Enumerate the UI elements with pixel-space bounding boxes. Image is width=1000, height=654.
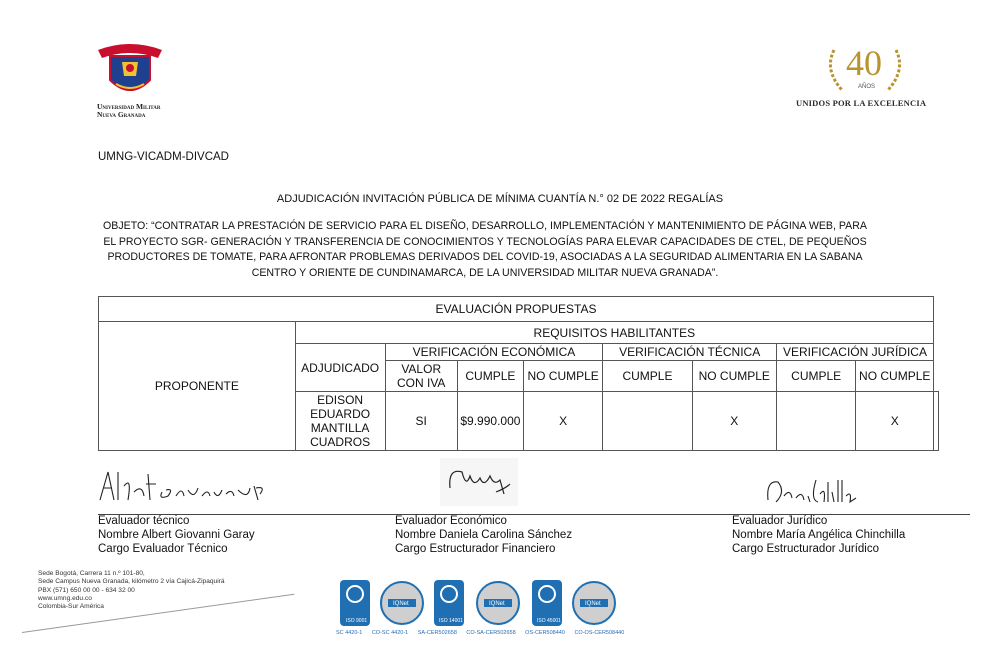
- anniversary-logo: [820, 42, 910, 102]
- ver-tecnica-header: VERIFICACIÓN TÉCNICA: [603, 344, 777, 361]
- cert-code: CO-OS-CER508440: [574, 630, 625, 636]
- eco-no-cumple-header: NO CUMPLE: [523, 361, 602, 392]
- eco-cumple-cell: X: [523, 392, 602, 451]
- anniversary-number: 40: [846, 43, 882, 83]
- signature-economico: [440, 458, 518, 506]
- jur-cumple-header: CUMPLE: [776, 361, 855, 392]
- cert-codes: [336, 630, 632, 636]
- document-objeto: OBJETO: “CONTRATAR LA PRESTACIÓN DE SERVICIO PARA EL DISEÑO, DESARROLLO, IMPLEMENTACIÓN Y MANTENIMIENTO DE PÁGINA WEB, PARA EL PROYECTO SGR- GENERACIÓN Y TRANSFERENCIA DE CONOCIMIENTOS Y TECNOLOGÍAS PARA ELEVAR CAPACIDADES DE CTEL, DE PEQUEÑOS PRODUCTORES DE TOMATE, PARA AFRONTAR PROBLEMAS DERIVADOS DEL COVID-19, ASOCIADAS A LA SEGURIDAD ALIMENTARIA EN LA SABANA CENTRO Y ORIENTE DE CUNDINAMARCA, DE LA UNIVERSIDAD MILITAR NUEVA GRANADA”.: [103, 220, 867, 279]
- signature-block-economico: [395, 514, 572, 556]
- cert-code: CO-SC 4420-1: [371, 630, 409, 636]
- signature-role: Evaluador técnico: [98, 515, 190, 527]
- proponente-cell: EDISON EDUARDO MANTILLA CUADROS: [295, 392, 385, 451]
- cert-label: ISO 45001: [537, 618, 561, 624]
- cert-label: IQNet: [393, 601, 409, 607]
- document-title: ADJUDICACIÓN INVITACIÓN PÚBLICA DE MÍNIMA CUANTÍA N.° 02 DE 2022 REGALÍAS: [276, 193, 724, 205]
- signature-cargo: Cargo Evaluador Técnico: [98, 543, 228, 555]
- signature-tecnico: [98, 466, 268, 506]
- evaluation-table: [98, 296, 939, 451]
- cert-label: ISO 14001: [439, 618, 463, 624]
- eco-cumple-header: CUMPLE: [457, 361, 523, 392]
- valor-header: VALOR CON IVA: [385, 361, 457, 392]
- ver-juridica-header: VERIFICACIÓN JURÍDICA: [776, 344, 933, 361]
- cert-code: OS-CER508440: [525, 630, 565, 636]
- signature-role: Evaluador Económico: [395, 515, 507, 527]
- cert-code: SC 4420-1: [336, 630, 363, 636]
- cert-label: IQNet: [585, 601, 601, 607]
- signature-cargo: Cargo Estructurador Jurídico: [732, 543, 880, 555]
- cert-code: SA-CER502658: [417, 630, 457, 636]
- signature-block-tecnico: [98, 514, 255, 556]
- adjudicado-header: ADJUDICADO: [295, 344, 385, 392]
- valor-cell: $9.990.000: [457, 392, 523, 451]
- table-caption: EVALUACIÓN PROPUESTAS: [99, 297, 934, 322]
- signature-name: Nombre Albert Giovanni Garay: [98, 529, 255, 541]
- document-code: UMNG-VICADM-DIVCAD: [98, 151, 229, 163]
- proponente-header: PROPONENTE: [99, 322, 296, 451]
- tec-cumple-header: CUMPLE: [603, 361, 692, 392]
- adjudicado-cell: SI: [385, 392, 457, 451]
- signature-name: Nombre Daniela Carolina Sánchez: [395, 529, 573, 541]
- anniversary-tagline: UNIDOS POR LA EXCELENCIA: [796, 98, 927, 108]
- jur-no-cumple-header: NO CUMPLE: [856, 361, 934, 392]
- tec-no-cumple-header: NO CUMPLE: [692, 361, 776, 392]
- signature-block-juridico: [732, 514, 905, 556]
- umng-logo-text: Universidad Militar Nueva Granada: [97, 102, 161, 119]
- requisitos-header: REQUISITOS HABILITANTES: [295, 322, 933, 344]
- signature-name: Nombre María Angélica Chinchilla: [732, 529, 906, 541]
- anniversary-years: AÑOS: [858, 84, 876, 90]
- tec-cumple-cell: X: [692, 392, 776, 451]
- jur-cumple-cell: X: [856, 392, 934, 451]
- cert-label: IQNet: [489, 601, 505, 607]
- footer-address: Sede Bogotá, Carrera 11 n.º 101-80, Sede Campus Nueva Granada, kilómetro 2 vía Cajicá-Zipaquirá PBX (571) 650 00 00 - 634 32 00 www.umng.edu.co Colombia-Sur América: [38, 570, 225, 611]
- jur-no-cumple-cell: [934, 392, 939, 451]
- signature-role: Evaluador Jurídico: [732, 515, 828, 527]
- signature-juridico: [764, 474, 864, 508]
- eco-no-cumple-cell: [603, 392, 692, 451]
- signature-cargo: Cargo Estructurador Financiero: [395, 543, 556, 555]
- ver-economica-header: VERIFICACIÓN ECONÓMICA: [385, 344, 603, 361]
- cert-label: ISO 9001: [346, 618, 368, 624]
- cert-code: CO-SA-CER502658: [466, 630, 516, 636]
- tec-no-cumple-cell: [776, 392, 855, 451]
